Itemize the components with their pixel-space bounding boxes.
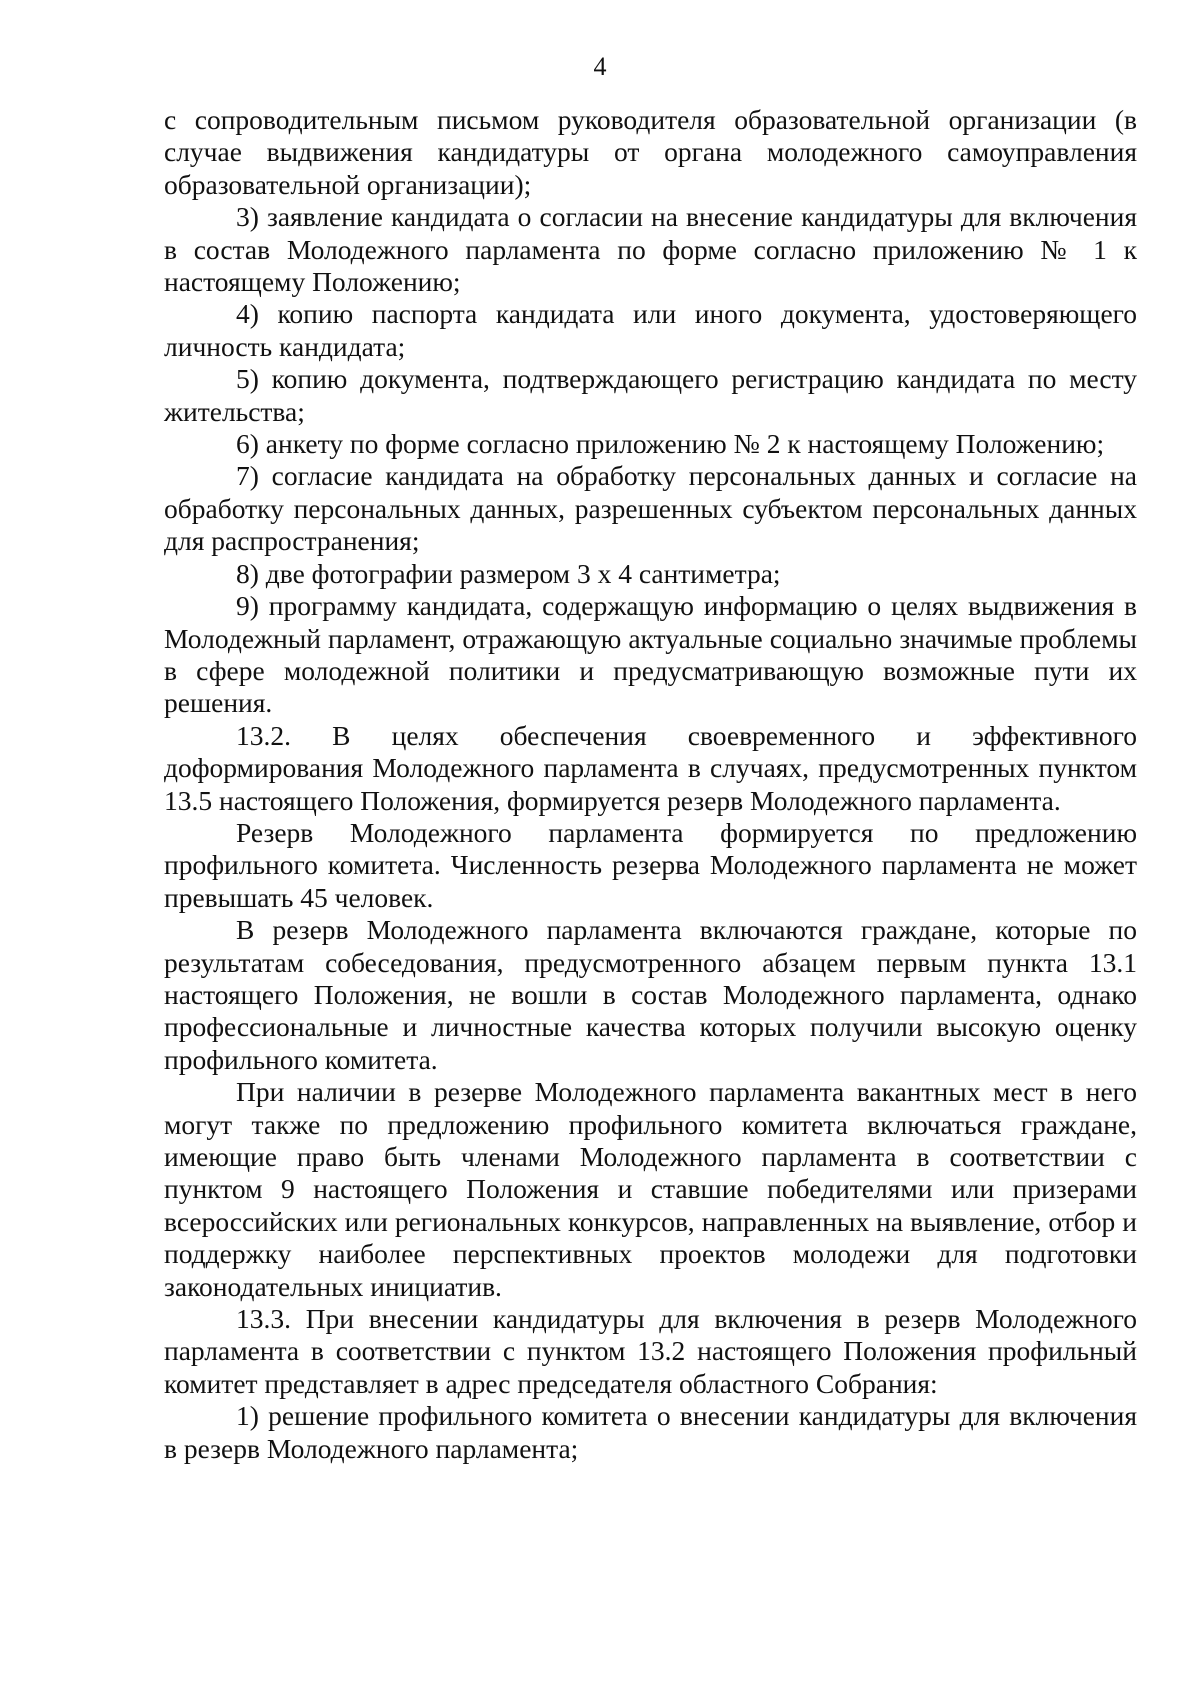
reserve-inclusion-paragraph: В резерв Молодежного парламента включаются граждане, которые по результатам собеседования, предусмотренного абзацем первым пункта 13.1 настоящего Положения, не вошли в состав Молодежного парламента, однако профессиональные и личностные качества которых получили высокую оценку профильного комитета. bbox=[164, 914, 1137, 1075]
section-13-2: 13.2. В целях обеспечения своевременного и эффективного доформирования Молодежного парламента в случаях, предусмотренных пунктом 13.5 настоящего Положения, формируется резерв Молодежного парламента. bbox=[164, 719, 1137, 816]
list-item-1: 1) решение профильного комитета о внесении кандидатуры для включения в резерв Молодежного парламента; bbox=[164, 1400, 1137, 1464]
list-item-4: 4) копию паспорта кандидата или иного документа, удостоверяющего личность кандидата; bbox=[164, 298, 1137, 362]
page-number: 4 bbox=[593, 52, 607, 81]
list-item-6: 6) анкету по форме согласно приложению № 2 к настоящему Положению; bbox=[236, 428, 1105, 460]
section-13-3: 13.3. При внесении кандидатуры для включения в резерв Молодежного парламента в соответствии с пунктом 13.2 настоящего Положения профильный комитет представляет в адрес председателя областного Собрания: bbox=[164, 1303, 1137, 1399]
paragraph-continuation: с сопроводительным письмом руководителя образовательной организации (в случае выдвижения кандидатуры от органа молодежного самоуправления образовательной организации); bbox=[164, 104, 1137, 200]
document-body bbox=[164, 104, 1137, 1465]
list-item-9: 9) программу кандидата, содержащую информацию о целях выдвижения в Молодежный парламент, отражающую актуальные социально значимые проблемы в сфере молодежной политики и предусматривающую возможные пути их решения. bbox=[164, 590, 1137, 719]
list-item-3: 3) заявление кандидата о согласии на внесение кандидатуры для включения в состав Молодежного парламента по форме согласно приложению № 1 к настоящему Положению; bbox=[164, 201, 1137, 298]
vacancy-paragraph: При наличии в резерве Молодежного парламента вакантных мест в него могут также по предложению профильного комитета включаться граждане, имеющие право быть членами Молодежного парламента в соответствии с пунктом 9 настоящего Положения и ставшие победителями или призерами всероссийских или региональных конкурсов, направленных на выявление, отбор и поддержку наиболее перспективных проектов молодежи для подготовки законодательных инициатив. bbox=[164, 1076, 1137, 1302]
reserve-formation-paragraph: Резерв Молодежного парламента формируется по предложению профильного комитета. Численность резерва Молодежного парламента не может превышать 45 человек. bbox=[164, 816, 1137, 913]
list-item-7: 7) согласие кандидата на обработку персональных данных и согласие на обработку персональных данных, разрешенных субъектом персональных данных для распространения; bbox=[164, 460, 1137, 557]
list-item-5: 5) копию документа, подтверждающего регистрацию кандидата по месту жительства; bbox=[164, 363, 1137, 427]
list-item-8: 8) две фотографии размером 3 х 4 сантиметра; bbox=[236, 557, 781, 589]
